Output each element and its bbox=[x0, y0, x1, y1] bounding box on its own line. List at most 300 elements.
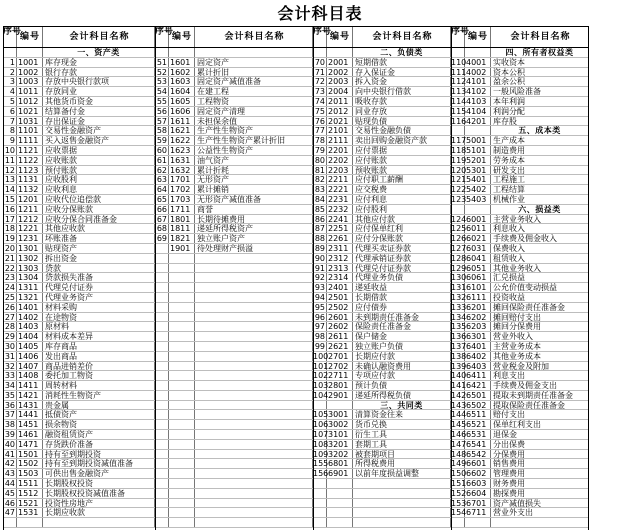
cell-code: 1304 bbox=[17, 273, 43, 282]
cell-code: 6402 bbox=[465, 352, 491, 361]
table-row bbox=[313, 185, 451, 195]
cell-name: 存货跌价准备 bbox=[43, 440, 155, 449]
cell-name: 代理买卖证券款 bbox=[353, 244, 451, 253]
cell-name: 油气资产 bbox=[195, 156, 313, 165]
table-row bbox=[313, 146, 451, 156]
table-row bbox=[3, 459, 155, 469]
table-row bbox=[451, 313, 589, 323]
cell-name bbox=[195, 342, 313, 351]
cell-name: 三、共同类 bbox=[353, 401, 451, 410]
table-row bbox=[313, 518, 451, 528]
table-row bbox=[155, 430, 313, 440]
cell-code bbox=[465, 48, 491, 57]
table-row bbox=[3, 313, 155, 323]
cell-code: 6031 bbox=[465, 244, 491, 253]
cell-name: 被套期项目 bbox=[353, 450, 451, 459]
cell-name: 其他应付款 bbox=[353, 215, 451, 224]
cell-seq: 68 bbox=[156, 224, 167, 234]
section-row bbox=[313, 401, 451, 411]
column-divider bbox=[451, 26, 452, 530]
table-row bbox=[313, 234, 451, 244]
table-row bbox=[3, 518, 155, 528]
cell-seq bbox=[155, 499, 169, 508]
cell-seq: 114 bbox=[451, 96, 467, 106]
cell-name: 银行存款 bbox=[43, 68, 155, 77]
table-row bbox=[3, 450, 155, 460]
cell-code: 1604 bbox=[169, 87, 195, 96]
cell-code: 1502 bbox=[17, 459, 43, 468]
table-row bbox=[451, 342, 589, 352]
table-row bbox=[313, 479, 451, 489]
table-row bbox=[3, 234, 155, 244]
cell-code bbox=[327, 518, 353, 527]
cell-name: 损余物资 bbox=[43, 420, 155, 429]
header-name: 会计科目名称 bbox=[43, 27, 155, 47]
table-row bbox=[451, 254, 589, 264]
cell-name bbox=[491, 518, 589, 527]
cell-name: 拆出资金 bbox=[43, 254, 155, 263]
table-row bbox=[313, 156, 451, 166]
cell-code: 1003 bbox=[17, 77, 43, 86]
cell-seq: 70 bbox=[314, 57, 325, 67]
table-row bbox=[3, 117, 155, 127]
cell-name: 制造费用 bbox=[491, 146, 589, 155]
cell-seq: 88 bbox=[314, 234, 325, 244]
cell-name bbox=[195, 479, 313, 488]
cell-seq: 121 bbox=[451, 175, 467, 185]
table-row bbox=[313, 254, 451, 264]
table-row bbox=[451, 244, 589, 254]
cell-seq: 137 bbox=[451, 341, 467, 351]
header-row bbox=[451, 26, 589, 48]
table-row bbox=[313, 489, 451, 499]
column-divider bbox=[155, 26, 156, 530]
cell-name: 六、损益类 bbox=[491, 205, 589, 214]
cell-name bbox=[195, 283, 313, 292]
table-row bbox=[3, 430, 155, 440]
cell-name: 待处理财产损溢 bbox=[195, 244, 313, 253]
cell-seq bbox=[155, 342, 169, 351]
cell-seq bbox=[155, 293, 169, 302]
table-row bbox=[451, 518, 589, 528]
cell-seq: 133 bbox=[451, 302, 467, 312]
cell-seq: 96 bbox=[314, 312, 325, 322]
cell-code bbox=[169, 303, 195, 312]
cell-seq: 67 bbox=[156, 214, 167, 224]
table-row bbox=[451, 107, 589, 117]
cell-code: 2601 bbox=[327, 313, 353, 322]
cell-seq bbox=[155, 352, 169, 361]
cell-seq: 51 bbox=[156, 57, 167, 67]
cell-seq: 30 bbox=[4, 341, 15, 351]
cell-name: 研发支出 bbox=[491, 166, 589, 175]
cell-seq: 116 bbox=[451, 116, 467, 126]
table-row bbox=[451, 215, 589, 225]
table-row bbox=[313, 205, 451, 215]
cell-seq: 33 bbox=[4, 371, 15, 381]
cell-name: 分出保费 bbox=[491, 440, 589, 449]
table-row bbox=[451, 117, 589, 127]
cell-name bbox=[353, 499, 451, 508]
cell-name bbox=[195, 440, 313, 449]
cell-code: 2001 bbox=[327, 58, 353, 67]
table-row bbox=[3, 185, 155, 195]
table-row bbox=[451, 175, 589, 185]
cell-name: 应付分保账款 bbox=[353, 234, 451, 243]
cell-seq: 123 bbox=[451, 194, 467, 204]
cell-name: 长期借款 bbox=[353, 293, 451, 302]
cell-code: 5101 bbox=[465, 146, 491, 155]
cell-code: 1012 bbox=[17, 97, 43, 106]
cell-code: 1406 bbox=[17, 352, 43, 361]
cell-name: 以前年度损益调整 bbox=[353, 469, 451, 478]
cell-code: 1603 bbox=[169, 77, 195, 86]
cell-seq: 142 bbox=[451, 390, 467, 400]
cell-name: 商誉 bbox=[195, 205, 313, 214]
cell-name: 利息支出 bbox=[491, 371, 589, 380]
table-row bbox=[155, 254, 313, 264]
cell-seq: 28 bbox=[4, 322, 15, 332]
accounts-table bbox=[3, 26, 635, 530]
table-row bbox=[155, 185, 313, 195]
cell-code bbox=[17, 48, 43, 57]
table-row bbox=[3, 136, 155, 146]
cell-seq: 1 bbox=[3, 58, 17, 67]
cell-code: 1605 bbox=[169, 97, 195, 106]
cell-name: 应付股利 bbox=[353, 205, 451, 214]
table-row bbox=[155, 87, 313, 97]
cell-code: 1701 bbox=[169, 175, 195, 184]
table-row bbox=[313, 469, 451, 479]
cell-code bbox=[169, 264, 195, 273]
cell-name: 应收票据 bbox=[43, 146, 155, 155]
table-row bbox=[3, 156, 155, 166]
cell-code: 1431 bbox=[17, 401, 43, 410]
table-row bbox=[313, 508, 451, 518]
table-row bbox=[313, 117, 451, 127]
cell-code: 6041 bbox=[465, 254, 491, 263]
cell-code bbox=[169, 313, 195, 322]
cell-code: 1021 bbox=[17, 107, 43, 116]
cell-code: 6701 bbox=[465, 499, 491, 508]
cell-name bbox=[353, 518, 451, 527]
table-row bbox=[155, 293, 313, 303]
cell-seq: 53 bbox=[156, 77, 167, 87]
table-row bbox=[313, 362, 451, 372]
table-row bbox=[155, 479, 313, 489]
cell-code: 1801 bbox=[169, 215, 195, 224]
table-row bbox=[313, 136, 451, 146]
cell-seq bbox=[155, 264, 169, 273]
table-column-4 bbox=[451, 26, 589, 528]
cell-code: 1303 bbox=[17, 264, 43, 273]
cell-code: 1471 bbox=[17, 440, 43, 449]
table-row bbox=[155, 362, 313, 372]
cell-seq: 45 bbox=[4, 488, 15, 498]
cell-name: 结算备付金 bbox=[43, 107, 155, 116]
cell-name: 应付债券 bbox=[353, 303, 451, 312]
cell-name: 四、所有者权益类 bbox=[491, 48, 589, 57]
table-row bbox=[451, 391, 589, 401]
cell-name: 无形资产 bbox=[195, 175, 313, 184]
cell-code: 5401 bbox=[465, 175, 491, 184]
cell-seq bbox=[313, 48, 327, 57]
cell-code: 1511 bbox=[17, 479, 43, 488]
cell-code bbox=[169, 362, 195, 371]
table-row bbox=[313, 68, 451, 78]
cell-name: 摊回赔付支出 bbox=[491, 313, 589, 322]
cell-code: 1031 bbox=[17, 117, 43, 126]
table-row bbox=[451, 195, 589, 205]
cell-name: 投资性房地产 bbox=[43, 499, 155, 508]
table-row bbox=[313, 107, 451, 117]
cell-code: 6541 bbox=[465, 440, 491, 449]
table-row bbox=[155, 136, 313, 146]
cell-seq: 6 bbox=[3, 107, 17, 116]
cell-seq: 66 bbox=[156, 204, 167, 214]
table-column-2 bbox=[155, 26, 313, 528]
cell-name: 提取保险责任准备金 bbox=[491, 401, 589, 410]
cell-code: 1622 bbox=[169, 136, 195, 145]
cell-seq: 117 bbox=[451, 136, 467, 146]
table-row bbox=[3, 499, 155, 509]
cell-code: 1501 bbox=[17, 450, 43, 459]
cell-name: 应收股利 bbox=[43, 175, 155, 184]
cell-code: 1121 bbox=[17, 146, 43, 155]
cell-code: 4201 bbox=[465, 117, 491, 126]
cell-name: 套期工具 bbox=[353, 440, 451, 449]
cell-seq: 103 bbox=[313, 381, 329, 391]
cell-name: 应付账款 bbox=[353, 156, 451, 165]
cell-seq bbox=[451, 48, 465, 57]
cell-name: 未到期责任准备金 bbox=[353, 313, 451, 322]
cell-code bbox=[327, 479, 353, 488]
cell-code: 1451 bbox=[17, 420, 43, 429]
table-row bbox=[155, 175, 313, 185]
cell-code bbox=[169, 440, 195, 449]
table-row bbox=[3, 342, 155, 352]
cell-code bbox=[169, 371, 195, 380]
cell-name: 应收代位追偿款 bbox=[43, 195, 155, 204]
cell-seq: 58 bbox=[156, 126, 167, 136]
cell-name: 递延所得税资产 bbox=[195, 224, 313, 233]
table-row bbox=[313, 440, 451, 450]
table-row bbox=[3, 224, 155, 234]
cell-code: 1407 bbox=[17, 362, 43, 371]
cell-name bbox=[195, 518, 313, 527]
cell-seq: 150 bbox=[451, 469, 467, 479]
table-row bbox=[451, 499, 589, 509]
cell-name: 固定资产清理 bbox=[195, 107, 313, 116]
cell-name: 应交税费 bbox=[353, 185, 451, 194]
table-row bbox=[3, 215, 155, 225]
cell-name: 预付账款 bbox=[43, 166, 155, 175]
cell-name: 代理兑付证券款 bbox=[353, 264, 451, 273]
cell-code bbox=[169, 48, 195, 57]
table-row bbox=[451, 401, 589, 411]
table-row bbox=[313, 175, 451, 185]
cell-name: 汇兑损益 bbox=[491, 273, 589, 282]
cell-code: 6521 bbox=[465, 420, 491, 429]
cell-seq: 9 bbox=[3, 136, 17, 145]
cell-seq: 21 bbox=[4, 253, 15, 263]
table-row bbox=[313, 244, 451, 254]
cell-seq: 80 bbox=[314, 155, 325, 165]
table-row bbox=[155, 508, 313, 518]
cell-seq: 36 bbox=[4, 400, 15, 410]
cell-code: 6203 bbox=[465, 322, 491, 331]
cell-name: 分保费用 bbox=[491, 450, 589, 459]
cell-name: 长期股权投资 bbox=[43, 479, 155, 488]
cell-seq: 5 bbox=[3, 97, 17, 106]
table-row bbox=[155, 469, 313, 479]
cell-code: 2011 bbox=[327, 97, 353, 106]
table-row bbox=[155, 146, 313, 156]
cell-code: 1402 bbox=[17, 313, 43, 322]
table-row bbox=[3, 508, 155, 518]
cell-code: 1531 bbox=[17, 508, 43, 517]
cell-name: 公益性生物资产 bbox=[195, 146, 313, 155]
cell-name: 工程结算 bbox=[491, 185, 589, 194]
cell-seq: 44 bbox=[4, 479, 15, 489]
cell-seq: 87 bbox=[314, 224, 325, 234]
cell-name bbox=[195, 254, 313, 263]
cell-name: 发出商品 bbox=[43, 352, 155, 361]
cell-seq: 144 bbox=[451, 410, 467, 420]
table-row bbox=[313, 420, 451, 430]
table-row bbox=[3, 362, 155, 372]
cell-code: 1521 bbox=[17, 499, 43, 508]
cell-name: 工程物资 bbox=[195, 97, 313, 106]
cell-code: 3101 bbox=[327, 430, 353, 439]
cell-name: 其他业务成本 bbox=[491, 352, 589, 361]
cell-code: 1601 bbox=[169, 58, 195, 67]
cell-name bbox=[353, 489, 451, 498]
cell-name: 主营业务收入 bbox=[491, 215, 589, 224]
cell-code: 1011 bbox=[17, 87, 43, 96]
table-row bbox=[155, 195, 313, 205]
cell-name bbox=[195, 508, 313, 517]
table-row bbox=[451, 303, 589, 313]
table-row bbox=[155, 518, 313, 528]
cell-seq: 18 bbox=[4, 224, 15, 234]
cell-code: 2901 bbox=[327, 391, 353, 400]
cell-seq: 64 bbox=[156, 185, 167, 195]
cell-code: 5403 bbox=[465, 195, 491, 204]
cell-name: 材料采购 bbox=[43, 303, 155, 312]
cell-name: 资产减值损失 bbox=[491, 499, 589, 508]
cell-name: 保户储金 bbox=[353, 332, 451, 341]
cell-name: 应收账款 bbox=[43, 156, 155, 165]
cell-seq: 4 bbox=[3, 87, 17, 96]
cell-seq: 74 bbox=[314, 96, 325, 106]
table-row bbox=[451, 68, 589, 78]
cell-name: 在途物资 bbox=[43, 313, 155, 322]
table-row bbox=[313, 97, 451, 107]
cell-code: 6111 bbox=[465, 293, 491, 302]
header-name: 会计科目名称 bbox=[195, 27, 313, 47]
table-row bbox=[3, 97, 155, 107]
table-row bbox=[3, 391, 155, 401]
cell-seq: 85 bbox=[314, 204, 325, 214]
cell-seq bbox=[155, 410, 169, 419]
table-row bbox=[313, 264, 451, 274]
cell-seq: 24 bbox=[4, 283, 15, 293]
cell-seq: 92 bbox=[314, 273, 325, 283]
cell-name: 累计折旧 bbox=[195, 68, 313, 77]
table-row bbox=[451, 489, 589, 499]
cell-code bbox=[327, 489, 353, 498]
table-row bbox=[3, 381, 155, 391]
cell-code bbox=[169, 254, 195, 263]
cell-name bbox=[195, 469, 313, 478]
cell-seq: 60 bbox=[156, 145, 167, 155]
table-row bbox=[313, 195, 451, 205]
cell-code bbox=[327, 401, 353, 410]
cell-name bbox=[195, 332, 313, 341]
cell-code: 2401 bbox=[327, 283, 353, 292]
cell-seq bbox=[3, 48, 17, 57]
cell-code: 2502 bbox=[327, 303, 353, 312]
cell-code: 1221 bbox=[17, 224, 43, 233]
cell-code bbox=[327, 508, 353, 517]
cell-code: 1811 bbox=[169, 224, 195, 233]
cell-code bbox=[465, 205, 491, 214]
cell-seq: 54 bbox=[156, 87, 167, 97]
cell-name: 周转材料 bbox=[43, 381, 155, 390]
cell-code: 1461 bbox=[17, 430, 43, 439]
cell-name: 营业税金及附加 bbox=[491, 362, 589, 371]
cell-seq bbox=[155, 401, 169, 410]
table-row bbox=[451, 352, 589, 362]
cell-seq bbox=[155, 479, 169, 488]
table-row bbox=[3, 264, 155, 274]
cell-code: 6531 bbox=[465, 430, 491, 439]
cell-code bbox=[169, 352, 195, 361]
cell-seq: 11 bbox=[4, 155, 15, 165]
cell-seq: 155 bbox=[313, 459, 329, 469]
table-column-3 bbox=[313, 26, 451, 528]
cell-name: 代理业务资产 bbox=[43, 293, 155, 302]
cell-name bbox=[43, 518, 155, 527]
cell-seq: 146 bbox=[451, 430, 467, 440]
page-title: 会计科目表 bbox=[277, 4, 363, 23]
cell-code bbox=[169, 499, 195, 508]
cell-name: 手续费及佣金支出 bbox=[491, 381, 589, 390]
cell-seq: 83 bbox=[314, 185, 325, 195]
header-seq: 序号 bbox=[3, 27, 17, 47]
table-row bbox=[313, 371, 451, 381]
cell-code: 1403 bbox=[17, 322, 43, 331]
cell-code: 6601 bbox=[465, 459, 491, 468]
cell-seq bbox=[155, 244, 169, 253]
table-row bbox=[155, 391, 313, 401]
cell-code: 4101 bbox=[465, 77, 491, 86]
cell-code: 2203 bbox=[327, 166, 353, 175]
cell-seq: 20 bbox=[4, 243, 15, 253]
table-row bbox=[3, 479, 155, 489]
header-code: 编号 bbox=[17, 27, 43, 47]
cell-seq: 89 bbox=[314, 243, 325, 253]
table-row bbox=[155, 77, 313, 87]
cell-name: 保险责任准备金 bbox=[353, 322, 451, 331]
cell-seq: 108 bbox=[313, 439, 329, 449]
table-row bbox=[155, 68, 313, 78]
cell-name: 持有至到期投资减值准备 bbox=[43, 459, 155, 468]
cell-seq bbox=[155, 313, 169, 322]
cell-name bbox=[195, 410, 313, 419]
cell-code: 4104 bbox=[465, 107, 491, 116]
